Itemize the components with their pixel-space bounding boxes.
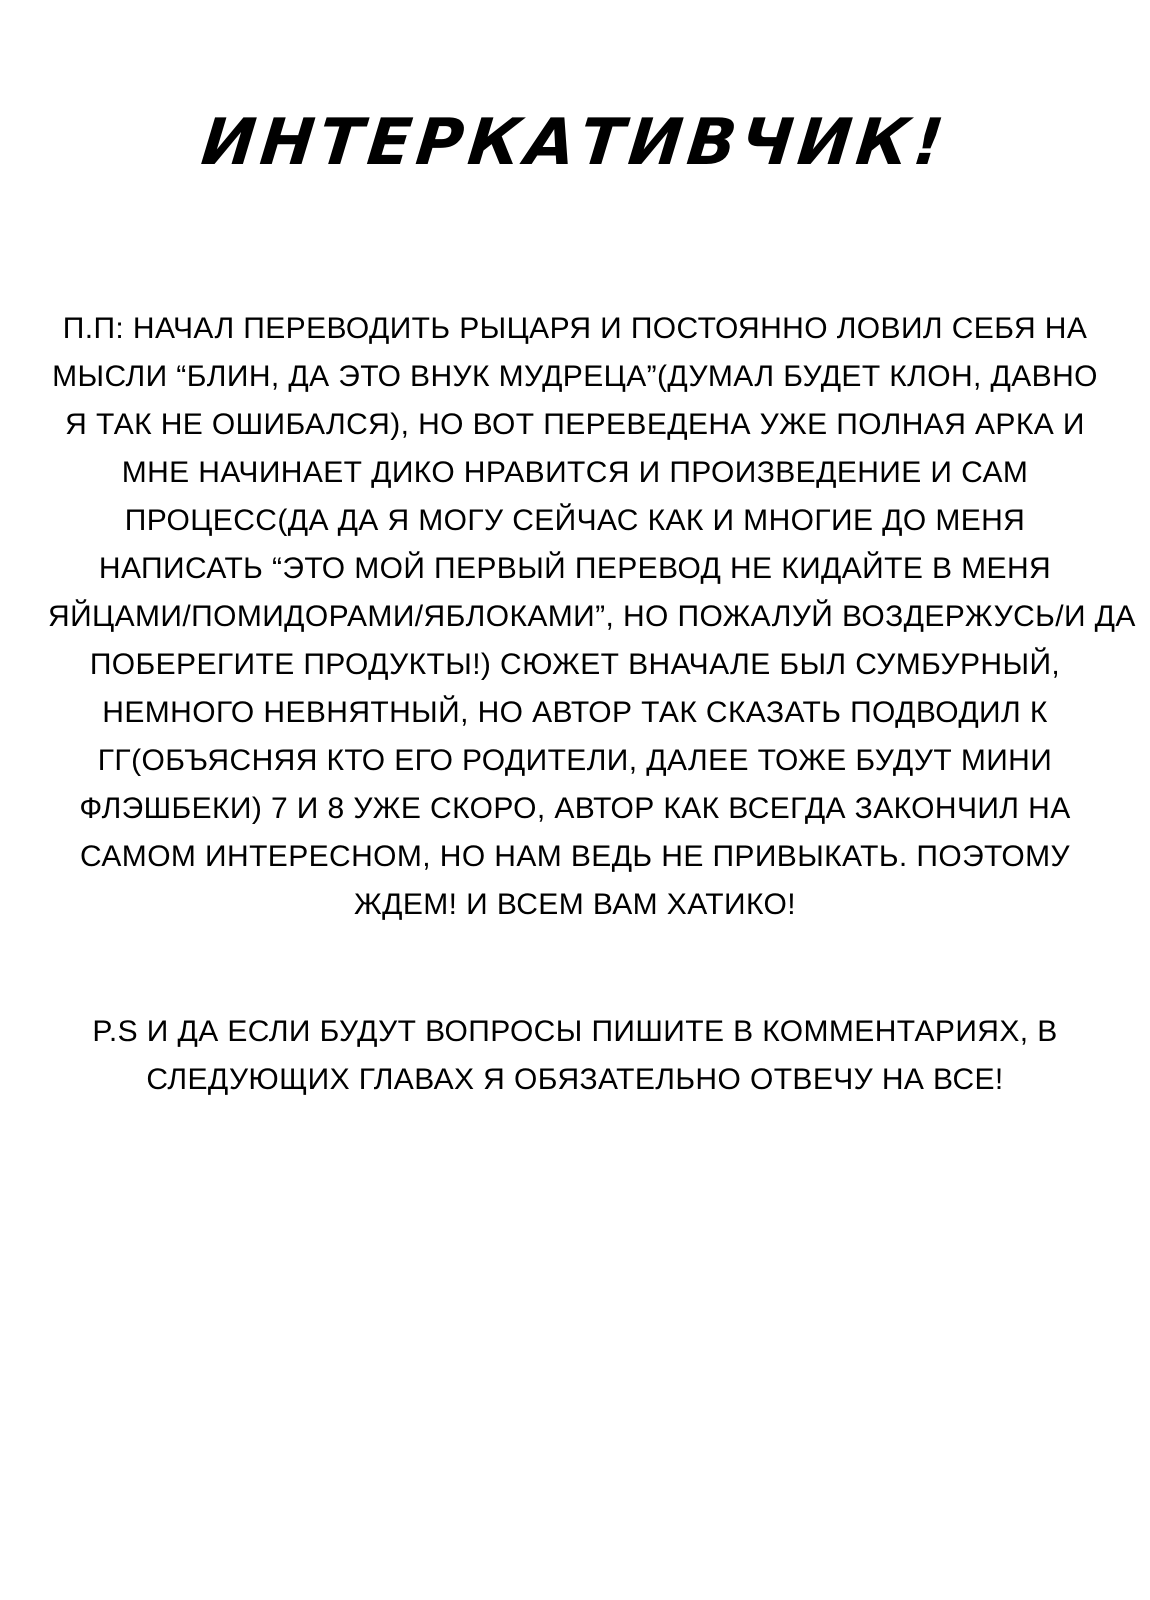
page-title: ИНТЕРКАТИВЧИК!: [198, 106, 952, 180]
note-line: САМОМ ИНТЕРЕСНОМ, НО НАМ ВЕДЬ НЕ ПРИВЫКАТЬ. ПОЭТОМУ: [79, 840, 1071, 873]
note-line: ГГ(ОБЪЯСНЯЯ КТО ЕГО РОДИТЕЛИ, ДАЛЕЕ ТОЖЕ БУДУТ МИНИ: [97, 744, 1053, 777]
note-line: ПРОЦЕСС(ДА ДА Я МОГУ СЕЙЧАС КАК И МНОГИЕ ДО МЕНЯ: [124, 504, 1026, 537]
note-line: НЕМНОГО НЕВНЯТНЫЙ, НО АВТОР ТАК СКАЗАТЬ ПОДВОДИЛ К: [102, 696, 1048, 729]
note-line: МНЕ НАЧИНАЕТ ДИКО НРАВИТСЯ И ПРОИЗВЕДЕНИЕ И САМ: [121, 456, 1029, 489]
note-line: МЫСЛИ “БЛИН, ДА ЭТО ВНУК МУДРЕЦА”(ДУМАЛ БУДЕТ КЛОН, ДАВНО: [52, 360, 1098, 393]
note-line: ФЛЭШБЕКИ) 7 И 8 УЖЕ СКОРО, АВТОР КАК ВСЕГДА ЗАКОНЧИЛ НА: [79, 792, 1071, 825]
note-line: НАПИСАТЬ “ЭТО МОЙ ПЕРВЫЙ ПЕРЕВОД НЕ КИДАЙТЕ В МЕНЯ: [98, 552, 1052, 585]
note-line: ЖДЕМ! И ВСЕМ ВАМ ХАТИКО!: [354, 888, 796, 921]
note-line: П.П: НАЧАЛ ПЕРЕВОДИТЬ РЫЦАРЯ И ПОСТОЯННО ЛОВИЛ СЕБЯ НА: [62, 312, 1088, 345]
note-line: Я ТАК НЕ ОШИБАЛСЯ), НО ВОТ ПЕРЕВЕДЕНА УЖЕ ПОЛНАЯ АРКА И: [65, 408, 1085, 441]
note-line: ПОБЕРЕГИТЕ ПРОДУКТЫ!) СЮЖЕТ ВНАЧАЛЕ БЫЛ СУМБУРНЫЙ,: [89, 648, 1061, 681]
note-line: ЯЙЦАМИ/ПОМИДОРАМИ/ЯБЛОКАМИ”, НО ПОЖАЛУЙ ВОЗДЕРЖУСЬ/И ДА: [48, 600, 1136, 633]
postscript-line: P.S И ДА ЕСЛИ БУДУТ ВОПРОСЫ ПИШИТЕ В КОММЕНТАРИЯХ, В: [92, 1015, 1058, 1048]
postscript-line: СЛЕДУЮЩИХ ГЛАВАХ Я ОБЯЗАТЕЛЬНО ОТВЕЧУ НА ВСЕ!: [146, 1063, 1004, 1096]
postscript: [48, 1008, 1102, 1104]
translator-note: [48, 305, 1136, 929]
